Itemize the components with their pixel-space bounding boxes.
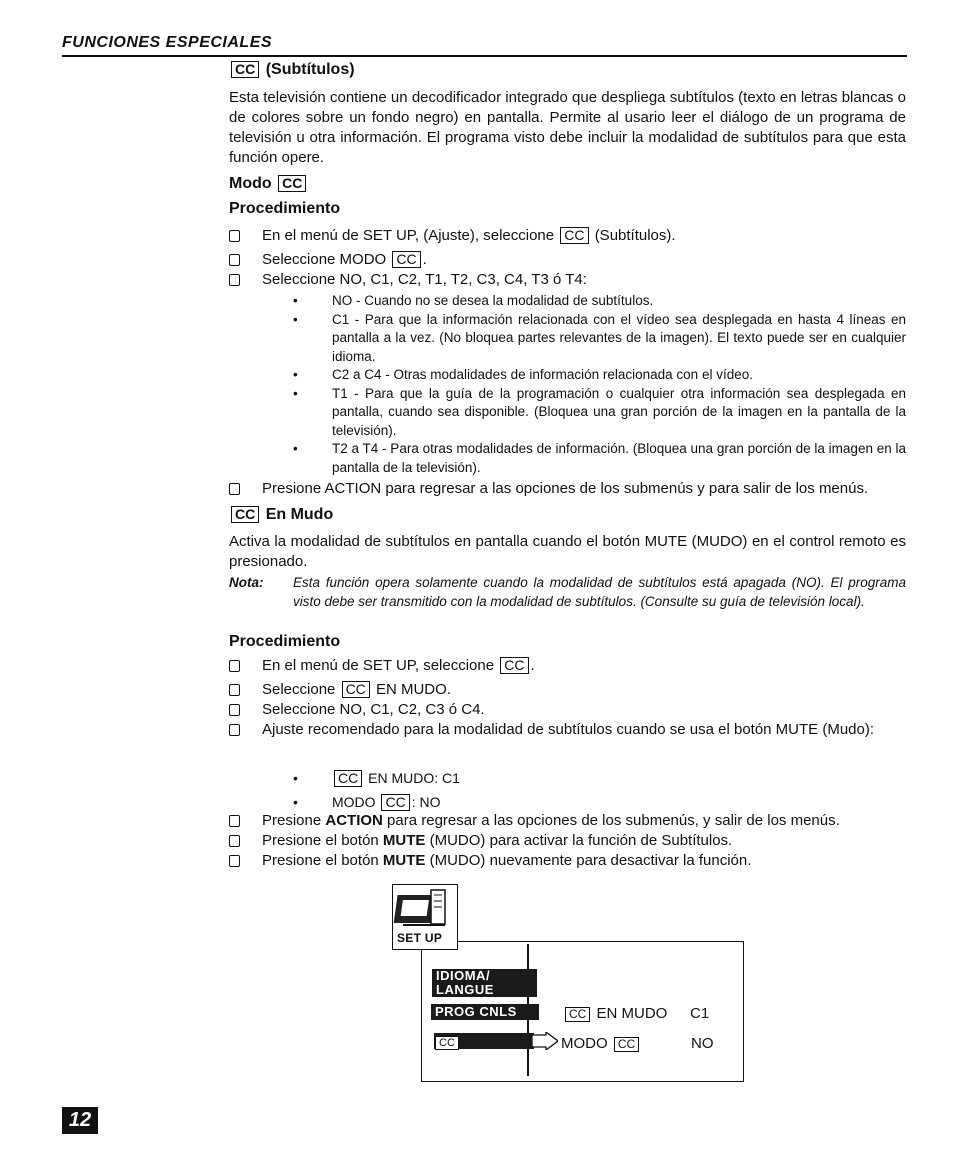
options-list [229, 292, 906, 477]
cc-box: CC [381, 794, 409, 811]
page-number: 12 [62, 1107, 98, 1134]
procedimiento-heading: Procedimiento [229, 633, 341, 650]
cc-box: CC [565, 1007, 590, 1022]
tv-setup-icon [393, 885, 457, 931]
checkbox-bullet-icon [229, 835, 240, 847]
bullet-dot-icon: • [293, 367, 298, 382]
list-item: • T2 a T4 - Para otras modalidades de información. (Bloquea una gran porción de la imagen en la pantalla de la televisión). [293, 441, 906, 475]
menu-item-cc-selected [434, 1033, 534, 1049]
list-item: • C1 - Para que la información relacionada con el vídeo sea desplegada en hasta 4 líneas en pantalla a la vez. (No bloquea partes relevantes de la imagen). El texto puede ser en cualquier idioma. [293, 311, 906, 364]
procedure-list-1 [229, 226, 906, 290]
checkbox-bullet-icon [229, 483, 240, 495]
section-title: En Mudo [265, 506, 334, 523]
checkbox-bullet-icon [229, 254, 240, 266]
list-item: En el menú de SET UP, (Ajuste), seleccione CC (Subtítulos). [229, 226, 906, 246]
setup-label: SET UP [397, 931, 443, 945]
list-item: • CC EN MUDO: C1 [229, 766, 906, 790]
list-item: Ajuste recomendado para la modalidad de subtítulos cuando se usa el botón MUTE (Mudo): [229, 720, 906, 740]
procedimiento-heading: Procedimiento [229, 200, 341, 217]
list-item: • T1 - Para que la guía de la programación o cualquier otra información sea desplegada en pantalla, cuando sea disponible. (Bloquea una gran porción de la imagen en la pantalla de la televisión). [293, 385, 906, 438]
section-title: (Subtítulos) [265, 61, 355, 78]
recommended-settings [229, 766, 906, 814]
cc-box: CC [342, 681, 370, 698]
bullet-dot-icon: • [293, 293, 298, 308]
list-item: • MODO CC : NO [229, 790, 906, 814]
cc-box: CC [614, 1037, 639, 1052]
list-item: Seleccione MODO CC . [229, 250, 906, 270]
cc-box: CC [435, 1036, 459, 1050]
bullet-dot-icon: • [293, 794, 298, 810]
list-item: • C2 a C4 - Otras modalidades de información relacionada con el vídeo. [229, 366, 906, 385]
list-item: • NO - Cuando no se desea la modalidad de subtítulos. [229, 292, 906, 311]
list-item: Presione ACTION para regresar a las opciones de los submenús, y salir de los menús. [229, 811, 906, 831]
bullet-dot-icon: • [293, 311, 298, 327]
cc-box: CC [334, 770, 362, 787]
selector-arrow-icon [532, 1032, 558, 1050]
procedure-list-2 [229, 656, 906, 740]
menu-item-prog-cnls: PROG CNLS [431, 1004, 539, 1020]
checkbox-bullet-icon [229, 855, 240, 867]
list-item: Seleccione NO, C1, C2, T1, T2, C3, C4, T3 ó T4: [229, 270, 906, 290]
list-item: Presione ACTION para regresar a las opciones de los submenús y para salir de los menús. [229, 479, 906, 499]
section-subtitulos-heading [229, 61, 355, 79]
list-item: Seleccione CC EN MUDO. [229, 680, 906, 700]
procedure-last-step [229, 479, 906, 499]
list-item: Presione el botón MUTE (MUDO) nuevamente para desactivar la función. [229, 851, 906, 871]
page-header-title: FUNCIONES ESPECIALES [62, 34, 273, 51]
cc-box: CC [500, 657, 528, 674]
cc-box: CC [560, 227, 588, 244]
menu-item-idioma: IDIOMA/ LANGUE [432, 969, 537, 997]
section-en-mudo-heading [229, 506, 333, 524]
checkbox-bullet-icon [229, 660, 240, 672]
menu-row-modo-value: NO [691, 1035, 714, 1052]
cc-box: CC [278, 175, 306, 192]
modo-title: Modo [229, 175, 272, 192]
list-item: En el menú de SET UP, seleccione CC . [229, 656, 906, 676]
header-rule [62, 55, 907, 57]
nota-block [229, 574, 906, 611]
bullet-dot-icon: • [293, 385, 298, 401]
checkbox-bullet-icon [229, 724, 240, 736]
list-item: Presione el botón MUTE (MUDO) para activar la función de Subtítulos. [229, 831, 906, 851]
menu-row-en-mudo: CC EN MUDO [563, 1005, 667, 1022]
bullet-dot-icon: • [293, 770, 298, 786]
checkbox-bullet-icon [229, 230, 240, 242]
modo-heading [229, 175, 308, 193]
cc-box: CC [231, 61, 259, 78]
checkbox-bullet-icon [229, 704, 240, 716]
checkbox-bullet-icon [229, 274, 240, 286]
checkbox-bullet-icon [229, 815, 240, 827]
procedure-list-2-end [229, 811, 906, 871]
setup-menu-icon [392, 884, 458, 950]
section-paragraph: Esta televisión contiene un decodificador integrado que despliega subtítulos (texto en letras blancas o de colores sobre un fondo negro) en pantalla. Permite al usario leer el diálogo de un programa de televisión u otra información. El programa visto debe incluir la modalidad de subtítulos para que esta función opere. [229, 89, 906, 166]
menu-row-en-mudo-value: C1 [690, 1005, 710, 1022]
section-paragraph: Activa la modalidad de subtítulos en pantalla cuando el botón MUTE (MUDO) en el control remoto es presionado. [229, 533, 906, 570]
cc-box: CC [392, 251, 420, 268]
nota-label: Nota: [229, 575, 264, 590]
nota-text: Esta función opera solamente cuando la modalidad de subtítulos está apagada (NO). El programa visto debe ser transmitido con la modalidad de subtítulos. (Consulte su guía de televisión local). [293, 575, 906, 609]
list-item: Seleccione NO, C1, C2, C3 ó C4. [229, 700, 906, 720]
cc-box: CC [231, 506, 259, 523]
checkbox-bullet-icon [229, 684, 240, 696]
menu-row-modo: MODO CC [561, 1035, 641, 1052]
bullet-dot-icon: • [293, 441, 298, 456]
